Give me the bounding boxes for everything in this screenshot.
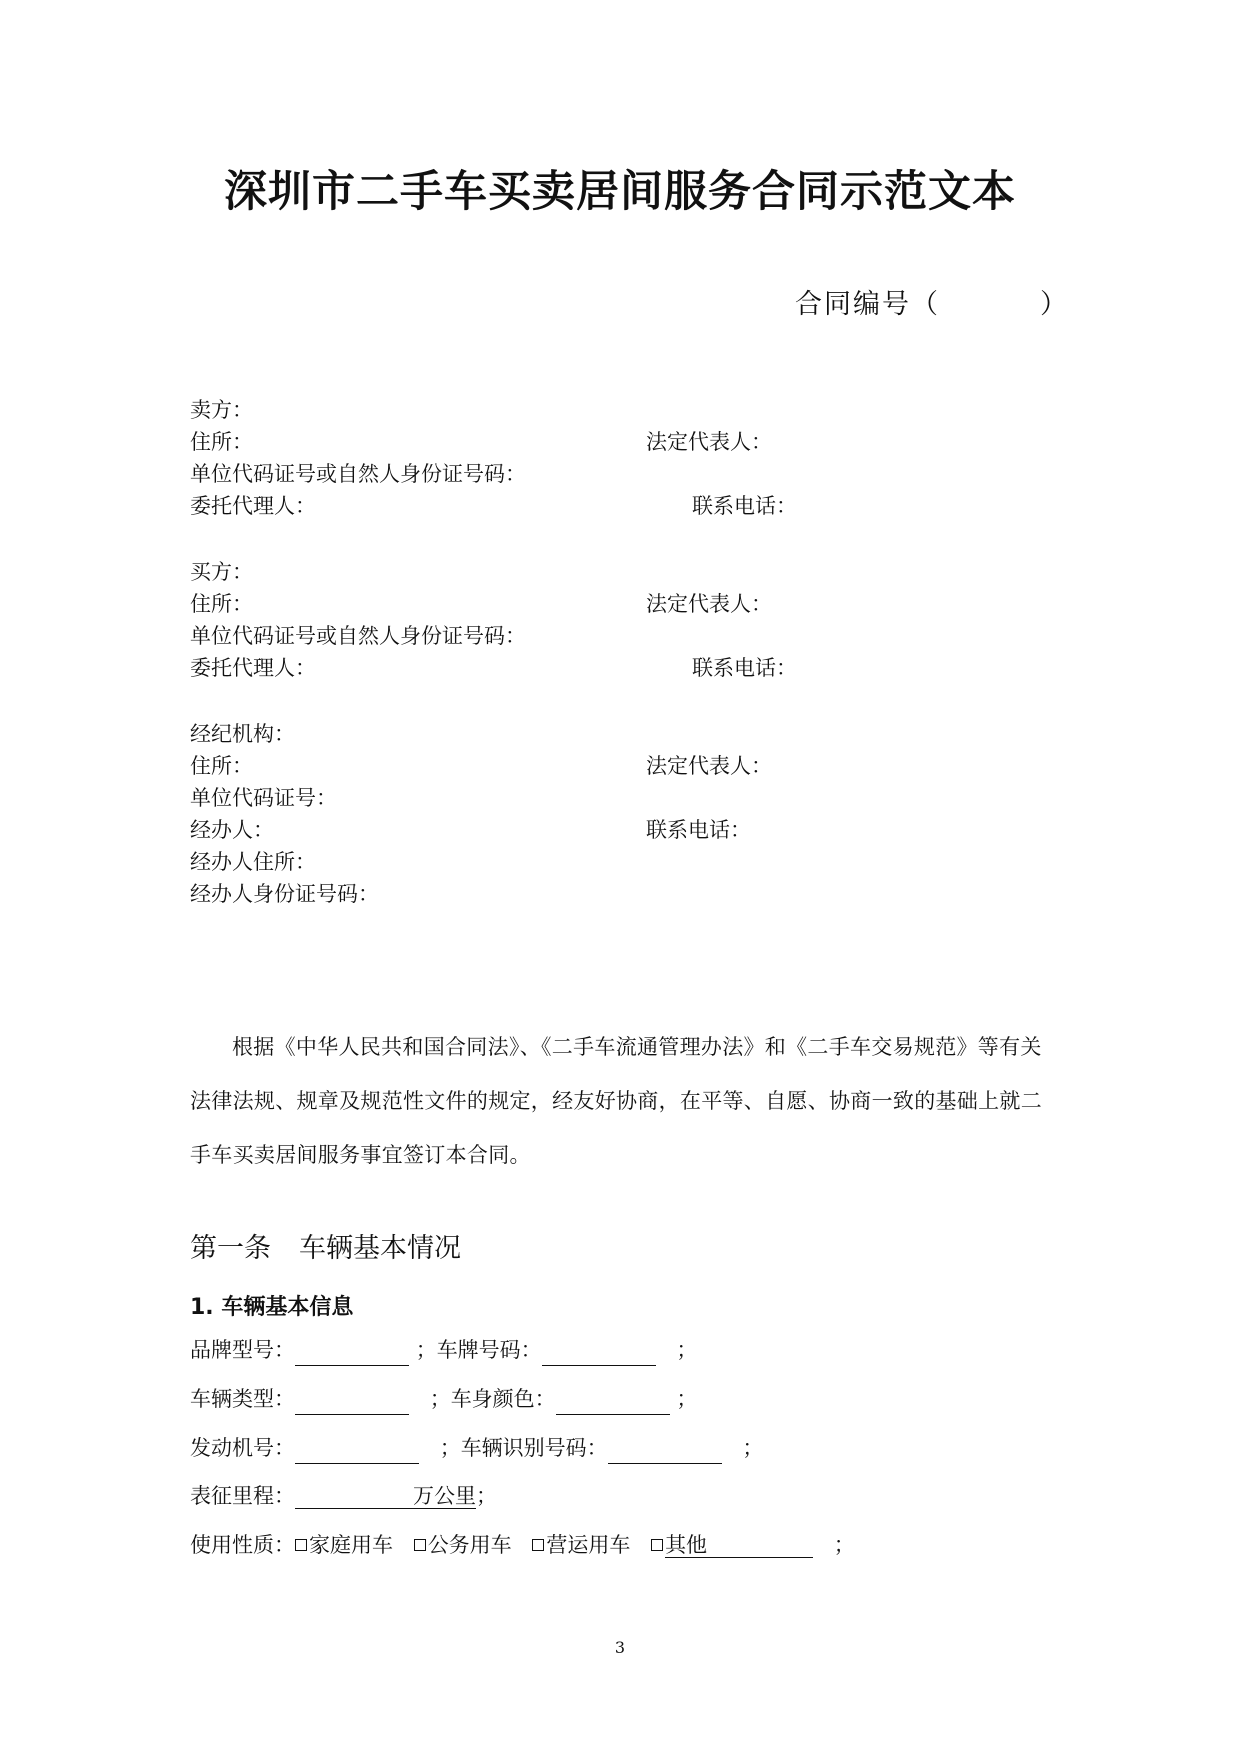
buyer-id-code-label: 单位代码证号或自然人身份证号码： [190, 624, 526, 648]
separator: ； [676, 1387, 698, 1411]
mileage-field[interactable] [295, 1484, 476, 1509]
mileage-unit: 万公里 [413, 1484, 476, 1508]
brand-model-blank[interactable] [295, 1339, 409, 1366]
engine-no-label: 发动机号： [190, 1436, 295, 1460]
contract-number-close: ） [1040, 289, 1069, 320]
broker-phone-label: 联系电话： [646, 818, 751, 842]
usage-commercial-checkbox[interactable] [532, 1539, 544, 1551]
usage-family-checkbox[interactable] [295, 1539, 307, 1551]
buyer-legal-rep-label: 法定代表人： [646, 592, 772, 616]
usage-other-checkbox[interactable] [651, 1539, 663, 1551]
document-title: 深圳市二手车买卖居间服务合同示范文本 [224, 167, 1016, 217]
buyer-phone-label: 联系电话： [692, 656, 797, 680]
broker-handler-address-label: 经办人住所： [190, 850, 316, 874]
contract-number-label: 合同编号（ [795, 289, 940, 320]
separator: ； [476, 1484, 497, 1508]
broker-heading: 经纪机构： [190, 722, 295, 746]
buyer-heading: 买方： [190, 560, 253, 584]
engine-no-blank[interactable] [295, 1437, 419, 1464]
article-1-number: 第一条 [190, 1233, 271, 1264]
seller-id-code-label: 单位代码证号或自然人身份证号码： [190, 462, 526, 486]
vehicle-info-subtitle: 1. 车辆基本信息 [190, 1295, 354, 1320]
brand-model-label: 品牌型号： [190, 1338, 295, 1362]
plate-no-label: 车牌号码： [436, 1338, 542, 1362]
separator: ； [429, 1387, 451, 1411]
preamble-paragraph: 根据《中华人民共和国合同法》、《二手车流通管理办法》和《二手车交易规范》等有关法律法规、规章及规范性文件的规定，经友好协商，在平等、自愿、协商一致的基础上就二手车买卖居间服务事宜签订本合同。 [190, 1035, 1042, 1167]
seller-agent-label: 委托代理人： [190, 494, 316, 518]
page-number: 3 [614, 1638, 626, 1657]
usage-other-field[interactable] [665, 1533, 813, 1558]
seller-address-label: 住所： [190, 430, 253, 454]
separator: ； [676, 1338, 698, 1362]
usage-option-label: 其他 [665, 1533, 708, 1557]
separator: ； [415, 1338, 437, 1362]
usage-label: 使用性质： [190, 1533, 295, 1557]
field-row-mileage [190, 1480, 497, 1512]
vehicle-type-blank[interactable] [295, 1388, 409, 1415]
field-row-usage [190, 1529, 855, 1561]
separator: ； [439, 1436, 461, 1460]
body-color-label: 车身颜色： [450, 1387, 556, 1411]
broker-handler-id-label: 经办人身份证号码： [190, 882, 379, 906]
contract-number [795, 282, 1069, 321]
vin-blank[interactable] [608, 1437, 722, 1464]
usage-option-label: 营运用车 [546, 1533, 631, 1557]
broker-legal-rep-label: 法定代表人： [646, 754, 772, 778]
field-row-engine-vin [190, 1432, 763, 1464]
seller-heading: 卖方： [190, 398, 253, 422]
body-color-blank[interactable] [556, 1388, 670, 1415]
usage-official-checkbox[interactable] [414, 1539, 426, 1551]
broker-address-label: 住所： [190, 754, 253, 778]
separator: ； [833, 1533, 855, 1557]
vin-label: 车辆识别号码： [460, 1436, 608, 1460]
plate-no-blank[interactable] [542, 1339, 656, 1366]
usage-option-label: 家庭用车 [309, 1533, 393, 1557]
article-1-heading: 车辆基本情况 [299, 1233, 461, 1264]
vehicle-type-label: 车辆类型： [190, 1387, 295, 1411]
article-1-title [190, 1226, 461, 1265]
mileage-label: 表征里程： [190, 1484, 295, 1508]
usage-option-label: 公务用车 [427, 1533, 512, 1557]
broker-unit-code-label: 单位代码证号： [190, 786, 337, 810]
buyer-agent-label: 委托代理人： [190, 656, 316, 680]
buyer-address-label: 住所： [190, 592, 253, 616]
seller-phone-label: 联系电话： [692, 494, 797, 518]
field-row-type-color [190, 1383, 697, 1415]
field-row-brand-plate [190, 1334, 697, 1366]
seller-legal-rep-label: 法定代表人： [646, 430, 772, 454]
separator: ； [742, 1436, 764, 1460]
broker-handler-label: 经办人： [190, 818, 274, 842]
